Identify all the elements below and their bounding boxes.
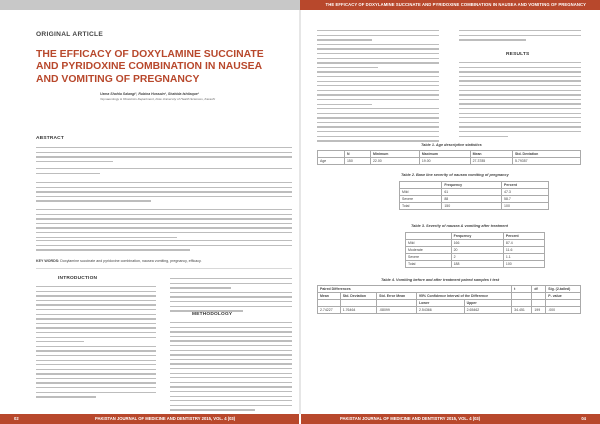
table-cell: Mild [400,189,442,196]
table-header-cell: t [512,286,532,293]
table-row [406,240,545,247]
table-header-cell: P- value [546,293,581,300]
table-row [406,254,545,261]
abstract-background [36,147,292,165]
abstract-conclusion [36,240,292,254]
introduction-heading: INTRODUCTION [58,276,98,281]
table-header-cell: Percent [503,233,544,240]
table-cell: 150 [344,158,370,165]
left-journal-footer: PAKISTAN JOURNAL OF MEDICINE AND DENTISTRY 2015, VOL. 4 (03) [95,416,236,421]
table-cell: 34.451 [512,307,532,314]
table2-header-row [400,182,549,189]
left-page-number: 02 [14,416,19,421]
table-cell: 2.65462 [464,307,512,314]
table-cell: Mild [406,240,452,247]
table-header-cell: Minimum [370,151,419,158]
table-cell: 100 [502,203,549,210]
table-cell: 27.3785 [470,158,512,165]
table-cell: Moderate [406,247,452,254]
table-cell: 19.00 [419,158,470,165]
table-header-cell: Sig. (2-tailed) [546,286,581,293]
table3-header-row [406,233,545,240]
table-header-cell: Mean [470,151,512,158]
table-cell: 22.00 [370,158,419,165]
abstract-results [36,209,292,241]
table-header-cell [340,300,376,307]
left-page [0,10,299,414]
right-page [301,10,600,414]
table-cell: 1.76464 [340,307,376,314]
table-row [318,307,581,314]
table-cell: Total [406,261,452,268]
table-header-cell [400,182,442,189]
table-header-cell: Frequency [442,182,502,189]
table-header-cell: Std. Deviation [340,293,376,300]
table-header-cell: Lower [417,300,465,307]
table-header-cell [532,293,546,300]
table4 [317,285,581,314]
table-header-cell [532,300,546,307]
methodology-heading: METHODOLOGY [192,312,233,317]
table-cell: 20 [451,247,503,254]
abstract-heading: ABSTRACT [36,136,64,141]
table-header-cell: Paired Differences [318,286,512,293]
keywords [36,259,292,263]
header-left-strip [0,0,300,10]
table-header-cell: Percent [502,182,549,189]
table1-header-row [318,151,581,158]
table-header-cell [318,300,341,307]
table-cell: 100 [503,261,544,268]
table-cell: 88 [442,196,502,203]
authors: Uzma Shahla Salangi¹, Rubina Hussain¹, Shahida Ishtiaque¹ [100,92,199,96]
table-header-cell: 95% Confidence Interval of the Difference [417,293,512,300]
footer-bar [0,414,600,424]
table3 [405,232,545,268]
table-header-cell [512,293,532,300]
table-cell: Severe [400,196,442,203]
table-cell: Age [318,158,345,165]
methodology-text [170,322,292,414]
table1-caption: Table 1. Age descriptive statistics [421,143,482,147]
table-row [318,158,581,165]
table-header-cell: Maximum [419,151,470,158]
table-row [400,203,549,210]
table-header-cell: Std. Error Mean [377,293,417,300]
table4-header-top [318,286,581,293]
table-cell: 1.1 [503,254,544,261]
table-header-cell: df [532,286,546,293]
keywords-text: Doxylamine succinate and pyridoxine combination, nausea vomiting, pregnancy, efficacy. [60,259,202,263]
table-header-cell: Frequency [451,233,503,240]
table-header-cell [377,300,417,307]
running-title: THE EFFICACY OF DOXYLAMINE SUCCINATE AND PYRIDOXINE COMBINATION IN NAUSEA AND VOMITING OF PREGNANCY [325,2,586,7]
table-cell: .000 [546,307,581,314]
table-cell: 47.3 [502,189,549,196]
running-header-bar [0,0,600,10]
table-header-cell: Std. Deviation [512,151,580,158]
results-heading: RESULTS [506,52,530,57]
table2 [399,181,549,210]
right-journal-footer: PAKISTAN JOURNAL OF MEDICINE AND DENTISTRY 2015, VOL. 4 (03) [340,416,481,421]
results-text [459,62,581,140]
table-row [400,196,549,203]
table-cell: 188 [451,261,503,268]
table-header-cell [512,300,532,307]
table-cell: 2.74227 [318,307,341,314]
keywords-label: KEY WORDS: [36,259,60,263]
table-cell: 61 [442,189,502,196]
table-row [406,247,545,254]
intro-col1 [36,286,156,401]
footer-divider [299,414,301,424]
table-row [400,189,549,196]
abstract-methods [36,182,292,205]
abstract-divider [36,268,292,269]
table4-header-low [318,300,581,307]
table1 [317,150,581,165]
table-cell: 2.54366 [417,307,465,314]
table-cell: 150 [442,203,502,210]
table-cell: Severe [406,254,452,261]
table-header-cell [318,151,345,158]
table2-caption: Table 2. Base line severity of nausea vomiting of pregnancy [401,173,509,177]
table-header-cell [406,233,452,240]
table-cell: 87.4 [503,240,544,247]
abstract-objective [36,168,292,177]
table-header-cell: N [344,151,370,158]
affiliation: ¹Gynaecology & Obstetrics Department, Dow University of Health Sciences, Karachi [100,97,216,101]
table-cell: 199 [532,307,546,314]
table3-caption: Table 3. Severity of nausea & vomiting after treatment [411,224,508,228]
table-cell: .08099 [377,307,417,314]
right-page-number: 04 [581,416,586,421]
table4-header-mid [318,293,581,300]
table4-caption: Table 4. Vomiting before and after treatment paired samples t test [381,278,500,282]
table-cell: 11.6 [503,247,544,254]
table-row [406,261,545,268]
table-cell: 58.7 [502,196,549,203]
table-cell: 2 [451,254,503,261]
intro-col2 [170,278,292,315]
article-title: THE EFFICACY OF DOXYLAMINE SUCCINATE AND PYRIDOXINE COMBINATION IN NAUSEA AND VOMITING OF PREGNANCY [36,49,264,85]
article-type: ORIGINAL ARTICLE [36,31,104,38]
table-header-cell: Mean [318,293,341,300]
table-header-cell [546,300,581,307]
table-cell: 5.79357 [512,158,580,165]
methods-cont-col2 [459,30,581,44]
table-header-cell: Upper [464,300,512,307]
table-cell: 166 [451,240,503,247]
table-cell: Total [400,203,442,210]
methods-cont-col1 [317,30,439,145]
